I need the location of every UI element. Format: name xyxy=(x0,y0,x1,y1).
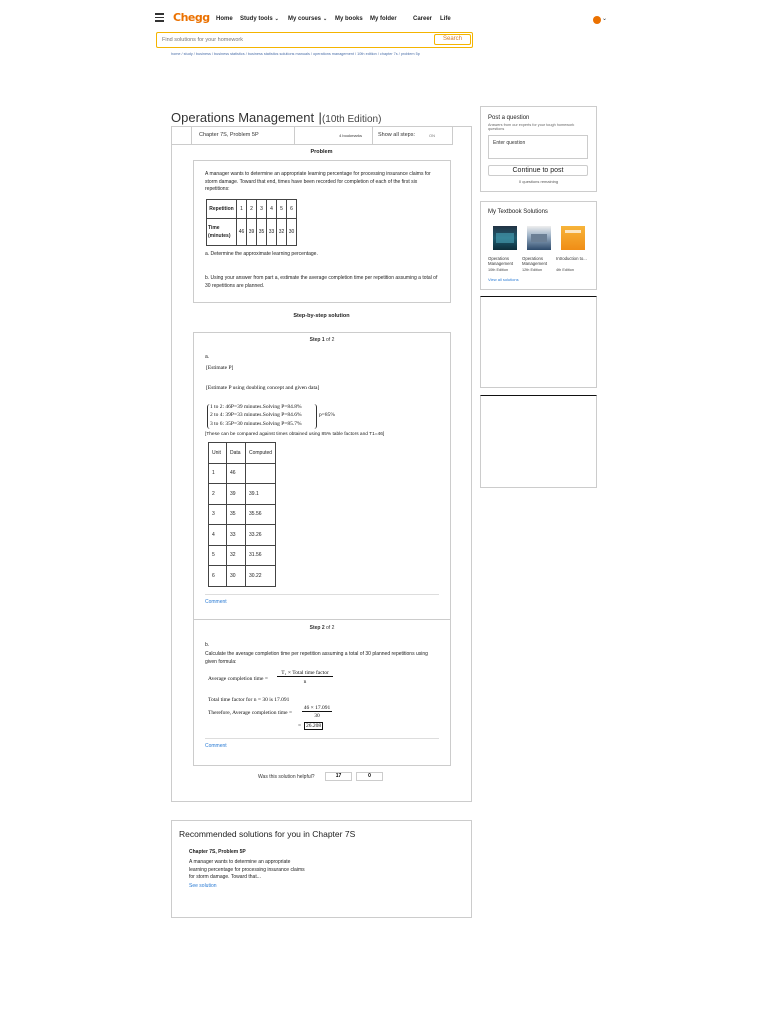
thumbs-up-button[interactable]: 17 xyxy=(325,772,352,781)
table-row xyxy=(209,504,276,525)
my-solutions-title: My Textbook Solutions xyxy=(488,209,548,215)
equation-line: [Estimate P using doubling concept and given data] xyxy=(206,385,320,391)
search-button[interactable]: Search xyxy=(434,34,471,45)
table-cell: 5 xyxy=(277,200,287,219)
show-all-steps-toggle[interactable] xyxy=(373,127,453,145)
table-cell: 39.1 xyxy=(246,484,276,505)
equation-line: [Estimate P] xyxy=(206,365,234,371)
table-cell: 4 xyxy=(267,200,277,219)
formula-numerator: T₁ × Total time factor xyxy=(277,670,333,677)
table-row xyxy=(209,463,276,484)
table-cell: 32 xyxy=(277,219,287,246)
chapter-tab-bar xyxy=(172,127,471,145)
problem-text: A manager wants to determine an appropriate learning percentage for processing insurance claims for storm damage. Toward that end, times have been recorded for completion of each of the first six repetitions: xyxy=(205,171,431,192)
book-title: Operations Management xyxy=(171,110,315,125)
step-2-comment-link[interactable]: Comment xyxy=(205,743,227,749)
table-cell: 46 xyxy=(237,219,247,246)
thumbs-down-button[interactable]: 0 xyxy=(356,772,383,781)
recommended-title: Recommended solutions for you in Chapter 7S xyxy=(179,829,356,839)
step-1-part: a. xyxy=(205,354,210,360)
top-navigation xyxy=(0,0,768,62)
table-cell: 32 xyxy=(227,545,246,566)
nav-my-courses-label: My courses xyxy=(288,16,322,22)
divider xyxy=(205,594,439,595)
book-edition-2: 12th Edition xyxy=(522,268,543,272)
continue-to-post-button[interactable]: Continue to post xyxy=(488,165,588,176)
table-row xyxy=(207,219,297,246)
step-divider xyxy=(194,619,450,620)
table-cell: 35 xyxy=(257,219,267,246)
table-cell: 31.56 xyxy=(246,545,276,566)
book-cover-art xyxy=(531,234,547,242)
table-header: Data xyxy=(227,443,246,464)
step-1-note: [These can be compared against times obtained using 85% table factors and T1=46] xyxy=(205,432,385,437)
nav-home[interactable]: Home xyxy=(216,16,233,22)
step-1-header xyxy=(194,337,450,343)
solution-heading: Step-by-step solution xyxy=(293,313,350,319)
step-2-of: of 2 xyxy=(324,625,335,631)
book-cover-2[interactable] xyxy=(527,226,551,250)
toggle-state[interactable]: ON xyxy=(429,133,435,138)
nav-life[interactable]: Life xyxy=(440,16,451,22)
repetition-table xyxy=(206,199,297,246)
table-cell: 33.26 xyxy=(246,525,276,546)
table-row xyxy=(207,200,297,219)
chevron-down-icon: ⌄ xyxy=(323,16,328,22)
book-cover-art xyxy=(565,230,581,233)
table-cell: 39 xyxy=(247,219,257,246)
equation-line: 3 to 6: 35P=30 minutes.Solving P=85.7% xyxy=(210,421,302,427)
book-cover-1[interactable] xyxy=(493,226,517,250)
book-edition: (10th Edition) xyxy=(321,114,382,125)
nav-my-courses[interactable] xyxy=(288,16,327,22)
table-cell: 2 xyxy=(209,484,227,505)
post-question-subtitle: Answers from our experts for your tough homework questions xyxy=(488,123,575,131)
nav-study-tools-label: Study tools xyxy=(240,16,273,22)
table-header: Unit xyxy=(209,443,227,464)
recommended-item-title[interactable]: Chapter 7S, Problem 5P xyxy=(189,849,246,855)
nav-my-books[interactable]: My books xyxy=(335,16,363,22)
table-cell: 2 xyxy=(247,200,257,219)
tab-spacer xyxy=(172,127,192,145)
table-cell: 30 xyxy=(227,566,246,587)
formula-denominator: n xyxy=(303,679,307,685)
ad-slot-2[interactable] xyxy=(480,395,597,488)
user-avatar[interactable] xyxy=(593,16,601,24)
problem-part-b: b. Using your answer from part a, estimate the average completion time per repetition assuming a total of 30 repetitions are planned. xyxy=(205,275,438,289)
show-all-steps-label: Show all steps: xyxy=(378,132,415,138)
result-equals: = xyxy=(298,723,302,729)
table-cell: 3 xyxy=(209,504,227,525)
calc-denominator: 30 xyxy=(314,713,320,719)
total-time-factor: Total time factor for n = 30 is 17.091 xyxy=(208,697,290,703)
calc-numerator: 46 × 17.091 xyxy=(303,705,331,711)
book-title-3[interactable]: Introduction to... xyxy=(556,256,587,261)
book-edition-3: 4th Edition xyxy=(556,268,574,272)
table-cell: 33 xyxy=(267,219,277,246)
table-cell: 5 xyxy=(209,545,227,566)
table-cell xyxy=(246,463,276,484)
breadcrumb[interactable]: home / study / business / business statistics / business statistics solutions manuals / operations management / 10th edition / chapter 7s / problem 5p xyxy=(171,52,420,56)
final-answer: 26.208 xyxy=(306,723,322,729)
problem-heading: Problem xyxy=(310,149,333,155)
recommended-item-text: A manager wants to determine an appropriate learning percentage for processing insurance claims for storm damage. Toward that... xyxy=(189,859,305,880)
step-2-label: Step 2 xyxy=(309,625,325,631)
page-title xyxy=(171,109,381,127)
table-cell: 33 xyxy=(227,525,246,546)
table-cell: 35 xyxy=(227,504,246,525)
book-cover-art xyxy=(496,233,514,243)
table-cell: 3 xyxy=(257,200,267,219)
table-cell: 6 xyxy=(209,566,227,587)
step-2-part: b. xyxy=(205,642,210,648)
table-cell: 4 xyxy=(209,525,227,546)
table-row xyxy=(209,525,276,546)
table-cell: 6 xyxy=(287,200,297,219)
chevron-down-icon[interactable]: ⌄ xyxy=(602,16,608,22)
table-cell: 1 xyxy=(209,463,227,484)
table-cell: 30 xyxy=(287,219,297,246)
recommended-solutions xyxy=(171,820,472,918)
equation-result: p=85% xyxy=(319,412,335,418)
see-solution-link[interactable]: See solution xyxy=(189,883,217,889)
ad-slot-1[interactable] xyxy=(480,296,597,388)
chegg-logo[interactable]: Chegg xyxy=(173,11,210,24)
solution-card xyxy=(171,126,472,802)
step-1-label: Step 1 xyxy=(309,337,325,343)
questions-remaining: 0 questions remaining xyxy=(518,179,559,184)
book-title-2[interactable]: Operations Management xyxy=(522,256,548,266)
problem-part-a: a. Determine the approximate learning percentage. xyxy=(205,251,318,257)
search-bar xyxy=(156,32,473,48)
nav-my-folder[interactable]: My folder xyxy=(370,16,397,22)
table-row xyxy=(209,443,276,464)
table-cell: 39 xyxy=(227,484,246,505)
step-1-of: of 2 xyxy=(324,337,335,343)
book-cover-3[interactable] xyxy=(561,226,585,250)
table-row xyxy=(209,545,276,566)
table-cell: 30.22 xyxy=(246,566,276,587)
post-question-title: Post a question xyxy=(488,115,530,121)
therefore-line: Therefore, Average completion time = xyxy=(208,710,293,716)
question-input[interactable]: Enter question xyxy=(488,135,588,159)
table-header: Repetition xyxy=(207,200,237,219)
view-all-solutions-link[interactable]: View all solutions xyxy=(488,277,519,282)
step-2-text: Calculate the average completion time per repetition assuming a total of 30 planned repetitions using given formula: xyxy=(205,651,428,665)
bookmarks-count[interactable]: 4 bookmarks xyxy=(295,127,373,145)
nav-study-tools[interactable] xyxy=(240,16,279,22)
table-row xyxy=(209,484,276,505)
title-divider: | xyxy=(318,110,322,125)
computed-table xyxy=(208,442,276,587)
book-edition-1: 10th Edition xyxy=(488,268,509,272)
table-row xyxy=(209,566,276,587)
table-cell: 35.56 xyxy=(246,504,276,525)
chapter-problem-selector[interactable]: Chapter 7S, Problem 5P xyxy=(192,127,295,145)
steps-box xyxy=(193,332,451,766)
helpful-question: Was this solution helpful? xyxy=(258,774,315,780)
search-input[interactable] xyxy=(162,35,427,45)
equation-line: 1 to 2: 46P=39 minutes.Solving P=84.8% xyxy=(210,404,302,410)
book-title-1[interactable]: Operations Management xyxy=(488,256,514,266)
formula-lhs: Average completion time = xyxy=(208,676,268,682)
table-header: Computed xyxy=(246,443,276,464)
step-1-comment-link[interactable]: Comment xyxy=(205,599,227,605)
step-2-header xyxy=(194,625,450,631)
divider xyxy=(205,738,439,739)
table-header: Time (minutes) xyxy=(207,219,237,246)
table-cell: 1 xyxy=(237,200,247,219)
equation-line: 2 to 4: 39P=33 minutes.Solving P=84.6% xyxy=(210,412,302,418)
problem-box xyxy=(193,160,451,303)
chevron-down-icon: ⌄ xyxy=(274,16,279,22)
nav-career[interactable]: Career xyxy=(413,16,433,22)
table-cell: 46 xyxy=(227,463,246,484)
hamburger-menu-icon[interactable] xyxy=(155,13,164,21)
